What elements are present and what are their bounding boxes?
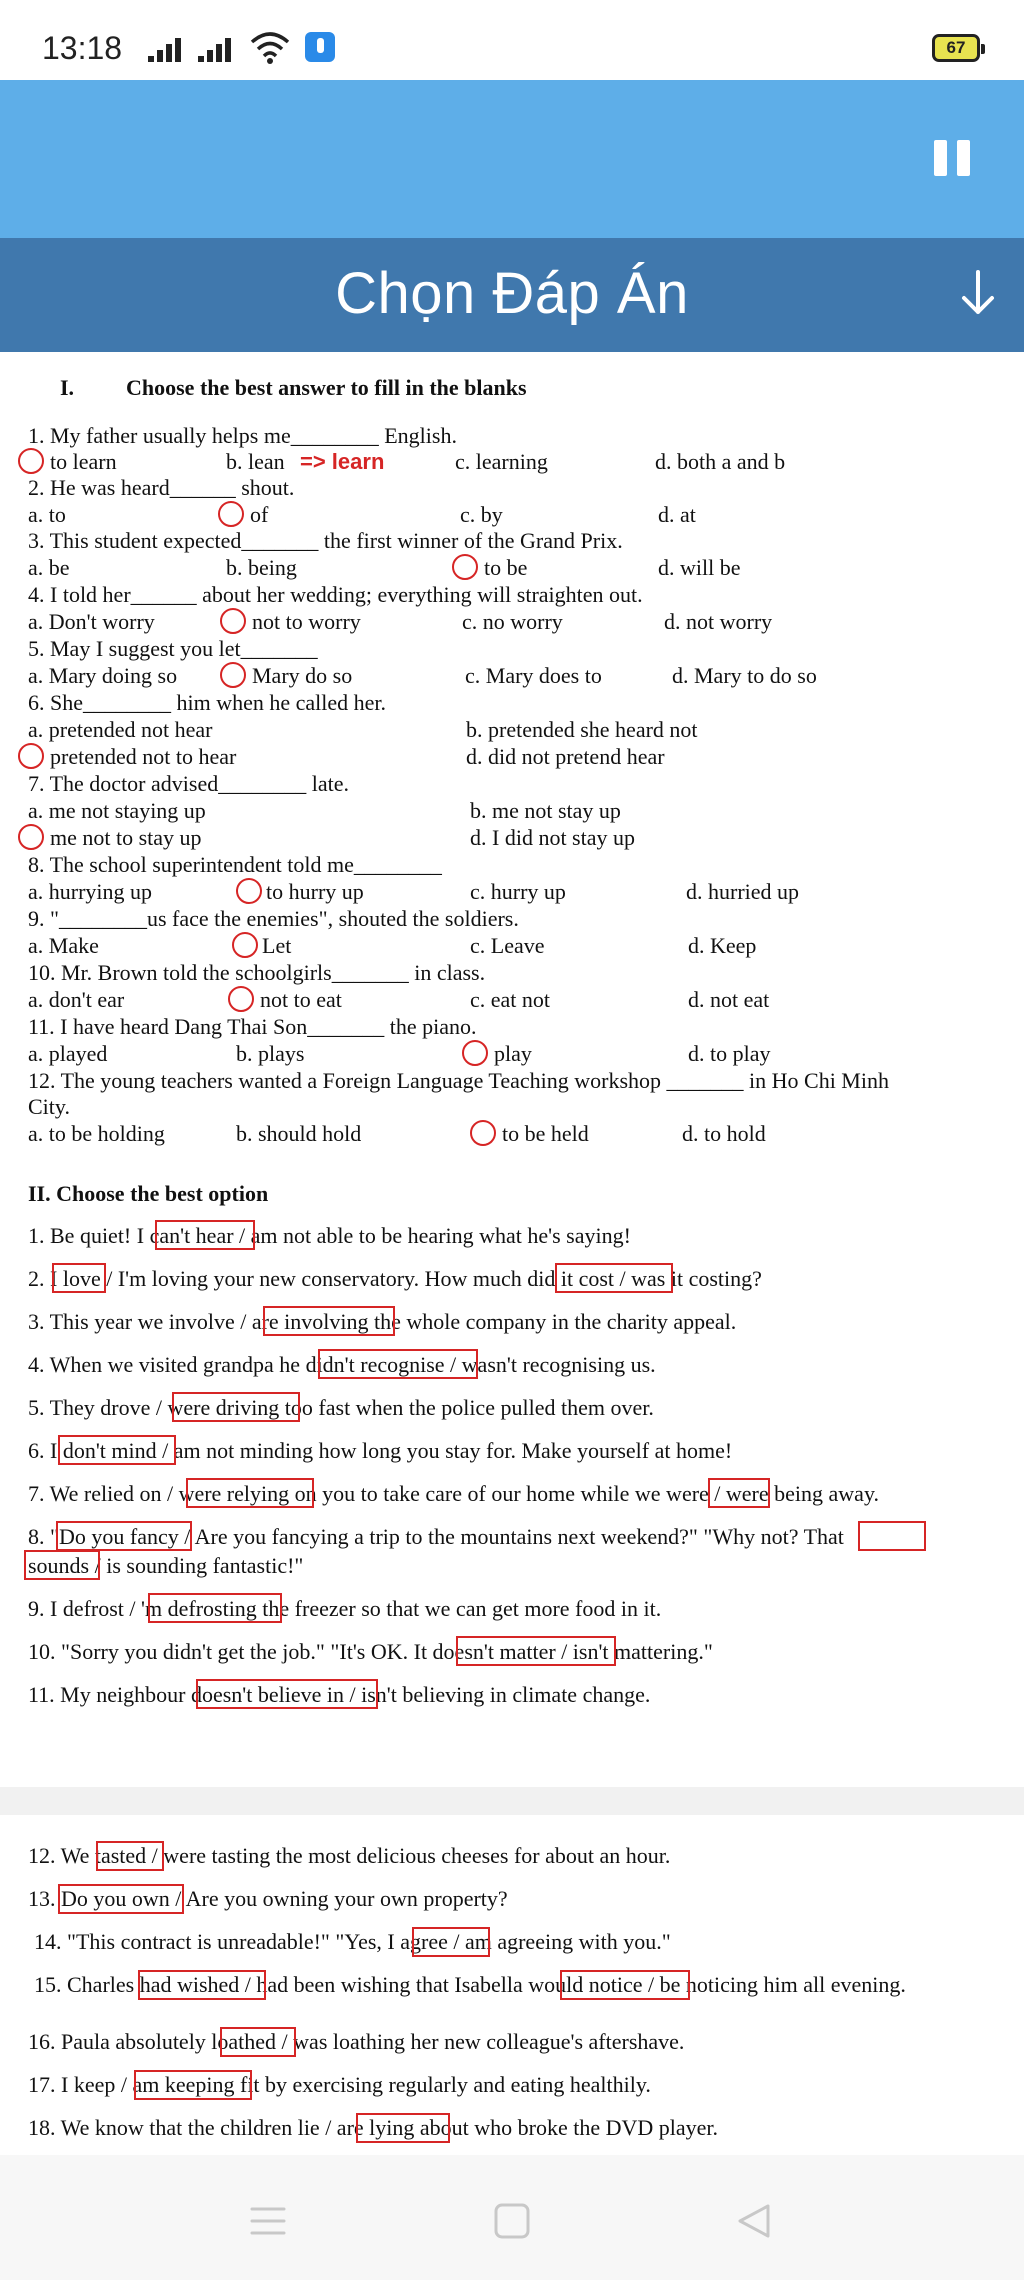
- exercise-item: 16. Paula absolutely loathed / was loathing her new colleague's aftershave.: [28, 2029, 685, 2054]
- menu-icon[interactable]: [248, 2203, 288, 2239]
- question-5: 5. May I suggest you let_______: [28, 636, 318, 661]
- option-a: a. hurrying up: [28, 879, 153, 904]
- option-b: to hurry up: [266, 879, 364, 904]
- option-d: d. Mary to do so: [672, 663, 817, 688]
- answer-box: [155, 1220, 255, 1250]
- answer-circle: [228, 986, 254, 1012]
- answer-circle: [236, 878, 262, 904]
- answer-circle: [220, 662, 246, 688]
- worksheet-page-2: [0, 1815, 1024, 2155]
- answer-box: [148, 1593, 282, 1623]
- answer-circle: [470, 1120, 496, 1146]
- option-a: a. be: [28, 555, 70, 580]
- answer-circle: [232, 932, 258, 958]
- option-a: a. to: [28, 502, 66, 527]
- option-b: of: [250, 502, 269, 527]
- option-c: to be: [484, 555, 528, 580]
- question-4: 4. I told her______ about her wedding; everything will straighten out.: [28, 582, 643, 607]
- answer-box: [560, 1970, 690, 2000]
- answer-box: [456, 1636, 616, 1666]
- worksheet-page: [0, 352, 1024, 1787]
- option-a: a. Make: [28, 933, 99, 958]
- exercise-item: 3. This year we involve / are involving the whole company in the charity appeal.: [28, 1309, 737, 1334]
- answer-circle: [220, 608, 246, 634]
- answer-box: [134, 2070, 252, 2100]
- answer-box: [96, 1841, 164, 1871]
- answer-box: [263, 1306, 395, 1336]
- battery-icon: [932, 34, 980, 62]
- option-d: d. will be: [658, 555, 741, 580]
- question-7: 7. The doctor advised________ late.: [28, 771, 349, 796]
- question-9: 9. "________us face the enemies", shouted the soldiers.: [28, 906, 519, 931]
- answer-box: [356, 2113, 450, 2143]
- option-d: d. I did not stay up: [470, 825, 635, 850]
- option-d: d. not eat: [688, 987, 770, 1012]
- option-c: c. Mary does to: [465, 663, 602, 688]
- option-b: b. plays: [236, 1041, 305, 1066]
- option-a: a. me not staying up: [28, 798, 206, 823]
- option-a: a. to be holding: [28, 1121, 165, 1146]
- home-icon[interactable]: [492, 2203, 532, 2239]
- question-8: 8. The school superintendent told me________: [28, 852, 442, 877]
- answer-box: [58, 1884, 184, 1914]
- exercise-item: 8. "Do you fancy / Are you fancying a trip to the mountains next weekend?" "Why not? That: [28, 1524, 844, 1549]
- option-d: d. at: [658, 502, 696, 527]
- option-a: a. don't ear: [28, 987, 125, 1012]
- option-d: d. to hold: [682, 1121, 766, 1146]
- answer-box: [708, 1478, 770, 1508]
- question-6: 6. She________ him when he called her.: [28, 690, 387, 715]
- correction-note: => learn: [300, 449, 385, 474]
- answer-box: [555, 1263, 673, 1293]
- option-b: b. being: [226, 555, 297, 580]
- option-d: d. hurried up: [686, 879, 800, 904]
- battery-level: 67: [946, 38, 966, 57]
- option-b: b. pretended she heard not: [466, 717, 698, 742]
- app-notification-icon: [305, 32, 335, 62]
- exercise-item: 1. Be quiet! I can't hear / am not able to be hearing what he's saying!: [28, 1223, 631, 1248]
- title-bar: [0, 238, 1024, 352]
- section1-title: Choose the best answer to fill in the blanks: [126, 375, 527, 400]
- exercise-item: 14. "This contract is unreadable!" "Yes, I agree / am agreeing with you.": [34, 1929, 671, 1954]
- option-c: c. by: [460, 502, 503, 527]
- option-c: me not to stay up: [50, 825, 202, 850]
- answer-box: [220, 2027, 296, 2057]
- exercise-item: 17. I keep / am keeping fit by exercising regularly and eating healthily.: [28, 2072, 651, 2097]
- option-c: c. hurry up: [470, 879, 566, 904]
- exercise-item: 4. When we visited grandpa he didn't recognise / wasn't recognising us.: [28, 1352, 656, 1377]
- answer-box: [58, 1435, 176, 1465]
- exercise-item: 10. "Sorry you didn't get the job." "It's OK. It doesn't matter / isn't mattering.": [28, 1639, 713, 1664]
- option-a: to learn: [50, 449, 117, 474]
- exercise-item: 12. We tasted / were tasting the most delicious cheeses for about an hour.: [28, 1843, 671, 1868]
- page-title: Chọn Đáp Án: [335, 261, 689, 326]
- answer-box: [412, 1927, 490, 1957]
- exercise-item: 13. Do you own / Are you owning your own property?: [28, 1886, 508, 1911]
- answer-box: [318, 1349, 478, 1379]
- answer-box: [56, 1521, 192, 1551]
- question-3: 3. This student expected_______ the first winner of the Grand Prix.: [28, 528, 623, 553]
- signal-icon: [148, 32, 181, 62]
- page-separator: [0, 1787, 1024, 1815]
- option-c: c. eat not: [470, 987, 551, 1012]
- option-c: c. Leave: [470, 933, 545, 958]
- option-a: a. played: [28, 1041, 108, 1066]
- arrow-down-icon[interactable]: [958, 268, 998, 318]
- option-b: b. lean: [226, 449, 285, 474]
- exercise-item: 18. We know that the children lie / are lying about who broke the DVD player.: [28, 2115, 719, 2140]
- exercise-item: 11. My neighbour doesn't believe in / isn't believing in climate change.: [28, 1682, 651, 1707]
- question-12: 12. The young teachers wanted a Foreign Language Teaching workshop _______ in Ho Chi Minh: [28, 1068, 889, 1093]
- pause-icon[interactable]: [934, 140, 970, 176]
- answer-box: [172, 1392, 300, 1422]
- answer-box: [858, 1521, 926, 1551]
- option-c: play: [494, 1041, 532, 1066]
- answer-circle: [218, 501, 244, 527]
- answer-box: [186, 1478, 314, 1508]
- question-2: 2. He was heard______ shout.: [28, 475, 295, 500]
- exercise-item: 6. I don't mind / am not minding how long you stay for. Make yourself at home!: [28, 1438, 733, 1463]
- option-d: d. both a and b: [655, 449, 786, 474]
- option-a: a. Mary doing so: [28, 663, 178, 688]
- exercise-item: 5. They drove / were driving too fast when the police pulled them over.: [28, 1395, 654, 1420]
- exercise-item: 9. I defrost / 'm defrosting the freezer so that we can get more food in it.: [28, 1596, 662, 1621]
- option-b: Mary do so: [252, 663, 353, 688]
- system-nav-bar: [0, 2155, 1024, 2280]
- section1-number: I.: [60, 375, 75, 400]
- option-b: Let: [262, 933, 292, 958]
- option-a: a. Don't worry: [28, 609, 155, 634]
- question-11: 11. I have heard Dang Thai Son_______ the piano.: [28, 1014, 477, 1039]
- option-d: d. did not pretend hear: [466, 744, 665, 769]
- answer-circle: [18, 448, 44, 474]
- option-c: c. learning: [455, 449, 548, 474]
- exercise-item-cont: sounds / is sounding fantastic!": [28, 1553, 304, 1578]
- option-d: d. not worry: [664, 609, 773, 634]
- option-b: not to worry: [252, 609, 361, 634]
- answer-circle: [18, 743, 44, 769]
- question-12-cont: City.: [28, 1094, 70, 1119]
- answer-box: [196, 1679, 378, 1709]
- option-c: c. no worry: [462, 609, 563, 634]
- signal-icon-2: [198, 32, 231, 62]
- option-b: b. me not stay up: [470, 798, 621, 823]
- option-c: to be held: [502, 1121, 589, 1146]
- question-1: 1. My father usually helps me________ English.: [28, 423, 457, 448]
- question-10: 10. Mr. Brown told the schoolgirls_______ in class.: [28, 960, 486, 985]
- exercise-item: 15. Charles had wished / had been wishing that Isabella would notice / be noticing him all evening.: [34, 1972, 906, 1997]
- back-icon[interactable]: [734, 2203, 774, 2239]
- section2-heading: II. Choose the best option: [28, 1181, 269, 1206]
- answer-circle: [18, 824, 44, 850]
- answer-box: [138, 1970, 266, 2000]
- status-bar: [0, 0, 1024, 80]
- section1-heading: [60, 374, 527, 401]
- option-a: a. pretended not hear: [28, 717, 213, 742]
- option-c: pretended not to hear: [50, 744, 237, 769]
- answer-box: [52, 1263, 106, 1293]
- option-d: d. to play: [688, 1041, 771, 1066]
- answer-circle: [452, 554, 478, 580]
- wifi-icon: [250, 30, 290, 64]
- status-time: 13:18: [42, 30, 123, 66]
- option-b: not to eat: [260, 987, 342, 1012]
- exercise-item: 2. I love / I'm loving your new conservatory. How much did it cost / was it costing?: [28, 1266, 762, 1291]
- option-d: d. Keep: [688, 933, 757, 958]
- top-bar: [0, 80, 1024, 238]
- option-b: b. should hold: [236, 1121, 362, 1146]
- answer-box: [24, 1550, 100, 1580]
- exercise-item: 7. We relied on / were relying on you to take care of our home while we were / were being away.: [28, 1481, 880, 1506]
- answer-circle: [462, 1040, 488, 1066]
